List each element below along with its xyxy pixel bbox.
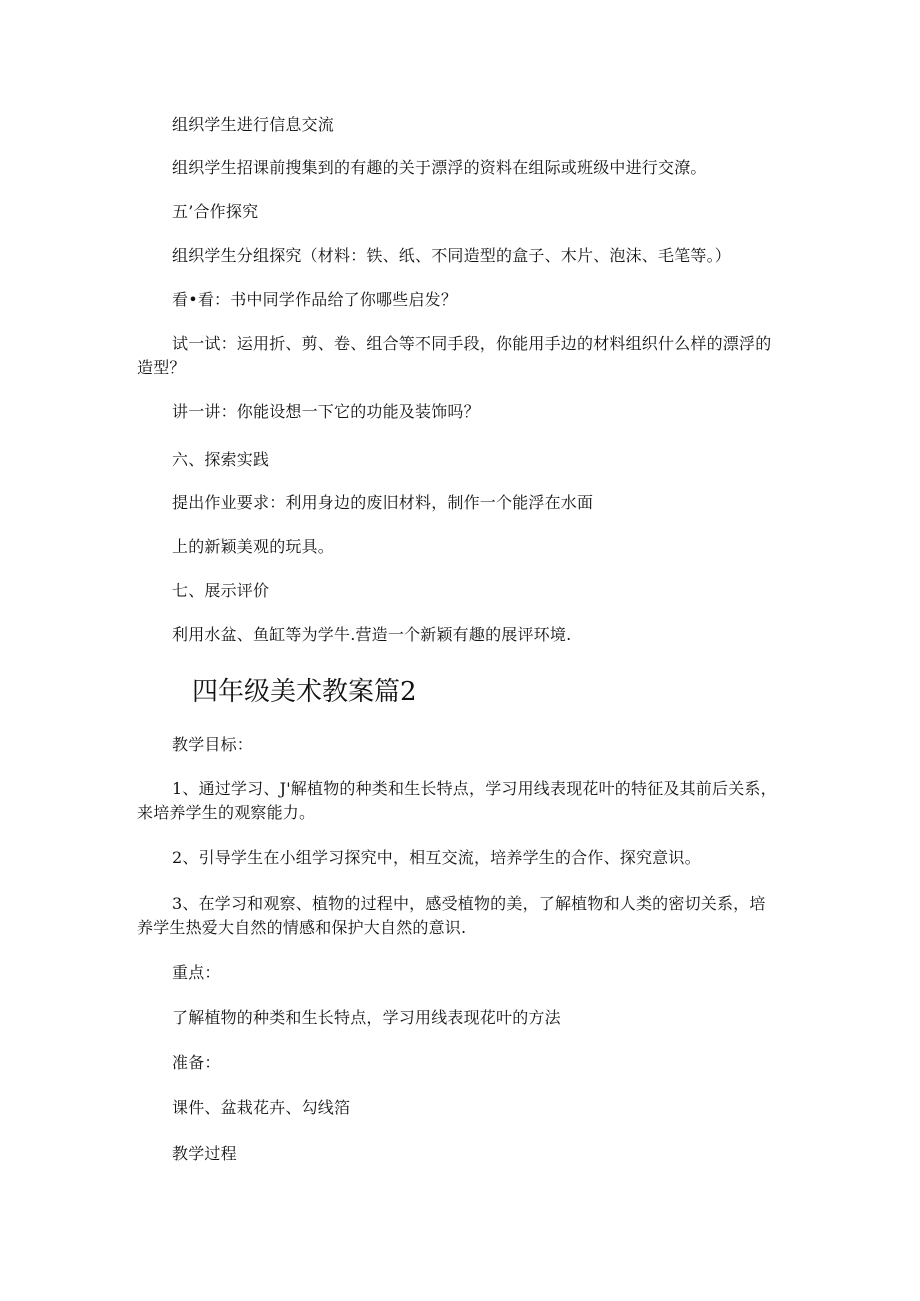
paragraph: 准备： — [172, 1053, 221, 1072]
paragraph: 重点： — [172, 963, 221, 982]
paragraph: 教学目标： — [172, 735, 254, 754]
paragraph: 看•看：书中同学作品给了你哪些启发？ — [172, 290, 458, 309]
paragraph: 组织学生招课前搜集到的有趣的关于漂浮的资料在组际或班级中进行交潦。 — [172, 158, 707, 177]
paragraph: 试一试：运用折、剪、卷、组合等不同手段，你能用手边的材料组织什么样的漂浮的造型？ — [137, 334, 772, 377]
section-heading: 七、展示评价 — [172, 581, 270, 600]
paragraph: 了解植物的种类和生长特点，学习用线表现花叶的方法 — [172, 1008, 561, 1027]
section-heading: 五’合作探究 — [172, 202, 259, 221]
paragraph: 上的新颖美观的玩具。 — [172, 537, 335, 556]
paragraph: 教学过程 — [172, 1144, 237, 1163]
paragraph: 2、引导学生在小组学习探究中，相互交流，培养学生的合作、探究意识。 — [172, 848, 701, 867]
paragraph: 3、在学习和观察、植物的过程中，感受植物的美，了解植物和人类的密切关系，培养学生热爱大自然的情感和保护大自然的意识. — [137, 894, 766, 937]
paragraph: 组织学生分组探究（材料：铁、纸、不同造型的盒子、木片、泡沫、毛笔等。） — [172, 246, 732, 265]
paragraph: 讲一讲：你能设想一下它的功能及装饰吗？ — [172, 402, 480, 421]
paragraph: 课件、盆栽花卉、勾线箔 — [172, 1098, 351, 1117]
paragraph: 组织学生进行信息交流 — [172, 115, 335, 134]
section-heading: 六、探索实践 — [172, 450, 270, 469]
paragraph: 利用水盆、鱼缸等为学牛.营造一个新颖有趣的展评环境. — [172, 625, 572, 644]
paragraph: 提出作业要求：利用身边的废旧材料，制作一个能浮在水面 — [172, 493, 594, 512]
paragraph: 1、通过学习、J'解植物的种类和生长特点，学习用线表现花叶的特征及其前后关系，来培养学生的观察能力。 — [137, 779, 777, 822]
document-title: 四年级美术教案篇2 — [192, 677, 417, 707]
